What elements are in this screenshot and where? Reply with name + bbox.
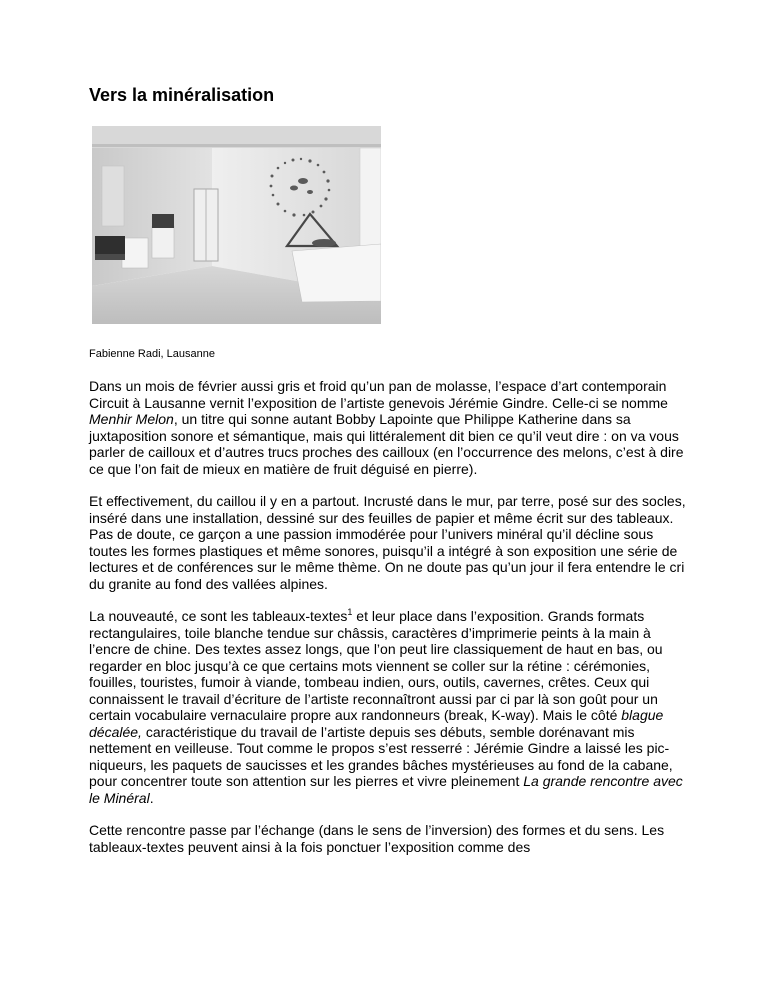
paragraph-1-text-a: Dans un mois de février aussi gris et froid qu’un pan de molasse, l’espace d’art contemporain Circuit à Lausanne vernit l’exposition de l’artiste genevois Jérémie Gindre. Celle-ci se nomme bbox=[89, 378, 668, 411]
paragraph-1 bbox=[89, 378, 687, 477]
gallery-installation-image bbox=[92, 126, 381, 324]
emphasis-blague-decalee: blague décalée, bbox=[89, 707, 664, 740]
photo-caption: Fabienne Radi, Lausanne bbox=[89, 348, 215, 360]
paragraph-4: Cette rencontre passe par l’échange (dans le sens de l’inversion) des formes et du sens. Les tableaux-textes peuvent ainsi à la fois ponctuer l’exposition comme des bbox=[89, 822, 665, 855]
paragraph-3-text-a: La nouveauté, ce sont les tableaux-textes bbox=[89, 608, 348, 624]
paragraph-2: Et effectivement, du caillou il y en a partout. Incrusté dans le mur, par terre, posé sur des socles, inséré dans une installation, dessiné sur des feuilles de papier et même écrit sur des tableaux. Pas de doute, ce garçon a une passion immodérée pour l’univers minéral qu’il décline sous toutes les formes plastiques et même sonores, puisqu’il a intégré à son exposition une série de lectures et de conférences sur le même thème. On ne doute pas qu’un jour il fera entendre le cri du granite au fond des vallées alpines. bbox=[89, 493, 686, 592]
exhibition-title-menhir-melon: Menhir Melon bbox=[89, 411, 174, 427]
paragraph-3 bbox=[89, 608, 687, 806]
paragraph-3-text-b: et leur place dans l’exposition. Grands formats rectangulaires, toile blanche tendue sur châssis, caractères d’imprimerie peints à la main à l’encre de chine. Des textes assez longs, que l’on peut lire classiquement de haut en bas, ou regarder en bloc jusqu’à ce que certains mots viennent se coller sur la rétine : cérémonies, fouilles, touristes, fumoir à viande, tombeau indien, ours, outils, cavernes, crêtes. Ceux qui connaissent le travail d’écriture de l’artiste reconnaîtront aussi par ci par là son goût pour un certain vocabulaire vernaculaire propre aux randonneurs (break, K-way). Mais le côté bbox=[89, 608, 663, 723]
paragraph-1-text-b: , un titre qui sonne autant Bobby Lapointe que Philippe Katherine dans sa juxtaposition sonore et sémantique, mais qui littéralement dit bien ce qu’il veut dire : on va vous parler de cailloux et d’autres trucs proches des cailloux (en l’occurrence des melons, c’est à dire ce que l’on fait de mieux en matière de fruit déguisé en pierre). bbox=[89, 411, 684, 477]
emphasis-grande-rencontre: La grande rencontre avec le Minéral bbox=[89, 773, 683, 806]
exhibition-photo bbox=[92, 126, 381, 324]
paragraph-3-text-d: . bbox=[149, 789, 154, 806]
article-title: Vers la minéralisation bbox=[89, 85, 275, 105]
article-body bbox=[89, 378, 687, 871]
paragraph-3-text-c: caractéristique du travail de l’artiste depuis ses débuts, semble dorénavant mis nettement en veilleuse. Tout comme le propos s’est resserré : Jérémie Gindre a laissé les pic-niqueurs, les paquets de saucisses et les grandes bâches mystérieuses au fond de la cabane, pour concentrer toute son attention sur les pierres et vivre pleinement bbox=[89, 723, 673, 789]
footnote-ref: 1 bbox=[347, 607, 353, 617]
